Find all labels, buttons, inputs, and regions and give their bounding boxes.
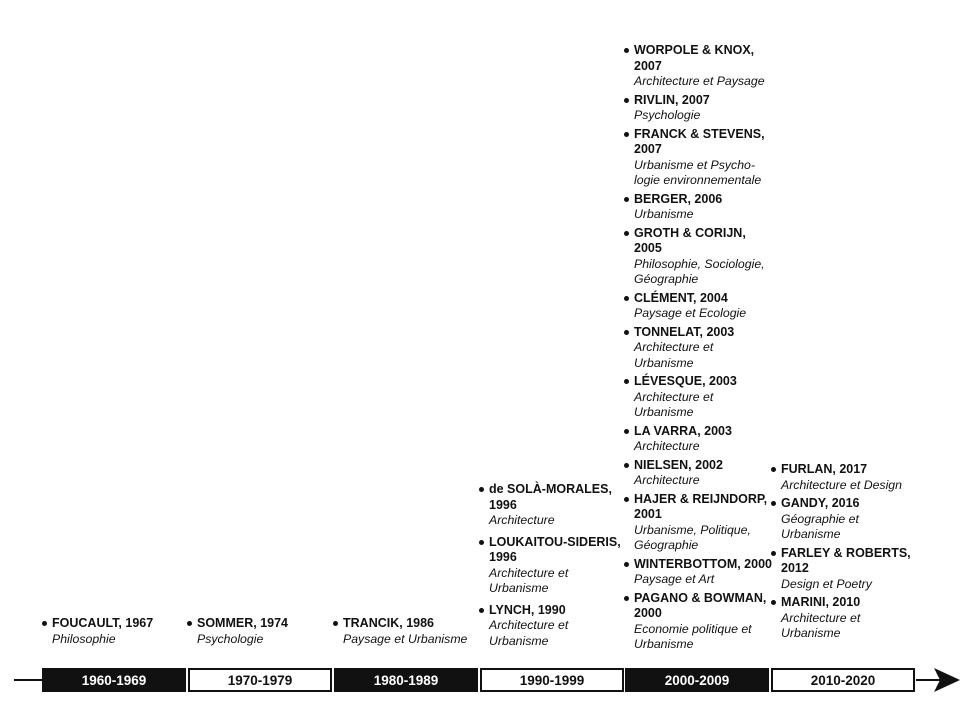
author-name: TRANCIK, 1986 <box>343 616 434 630</box>
arrow-head-icon <box>934 668 960 692</box>
author-name: RIVLIN, 2007 <box>634 92 710 107</box>
author-name: SOMMER, 1974 <box>197 616 289 630</box>
entry <box>624 93 772 124</box>
author-name: GROTH & CORIJN, 2005 <box>634 225 746 255</box>
discipline: Psychologie <box>197 631 264 646</box>
discipline: Architecture et Urbanisme <box>781 610 861 640</box>
entry <box>333 616 481 647</box>
entry <box>624 291 772 322</box>
discipline: Psychologie <box>634 108 701 122</box>
decade-1980s: 1980-1989 <box>334 668 478 692</box>
discipline: Paysage et Urbanisme <box>343 631 468 646</box>
column-1960s <box>42 616 188 647</box>
timeline-axis <box>14 660 960 700</box>
discipline: Architecture et Urbanisme <box>634 389 714 419</box>
author-name: HAJER & REIJNDORP, 2001 <box>634 491 768 521</box>
decade-1960s: 1960-1969 <box>42 668 186 692</box>
author-name: NIELSEN, 2002 <box>634 457 723 472</box>
discipline: Architecture et Paysage <box>634 74 765 88</box>
author-name: FRANCK & STEVENS, 2007 <box>634 126 765 156</box>
entry <box>771 496 921 543</box>
entry <box>771 462 921 493</box>
author-name: FARLEY & ROBERTS, 2012 <box>781 545 911 575</box>
author-name: CLÉMENT, 2004 <box>634 290 728 305</box>
author-name: LYNCH, 1990 <box>489 602 566 617</box>
decade-2010s: 2010-2020 <box>771 668 915 692</box>
discipline: Philosophie <box>52 631 116 646</box>
column-1990s <box>479 482 627 649</box>
author-name: MARINI, 2010 <box>781 595 861 609</box>
author-name: LA VARRA, 2003 <box>634 423 732 438</box>
author-name: FOUCAULT, 1967 <box>52 616 154 630</box>
author-name: PAGANO & BOWMAN, 2000 <box>634 590 767 620</box>
entry <box>187 616 333 647</box>
author-name: de SOLÀ-MORALES, 1996 <box>489 482 612 512</box>
column-2010s <box>771 462 921 642</box>
entry <box>624 492 772 554</box>
decade-2000s: 2000-2009 <box>625 668 769 692</box>
entry <box>624 458 772 489</box>
decade-1970s: 1970-1979 <box>188 668 332 692</box>
entry <box>624 43 772 90</box>
discipline: Architecture et Urbanisme <box>489 565 569 595</box>
entry <box>479 603 627 650</box>
discipline: Architecture <box>634 439 700 453</box>
entry <box>771 595 921 642</box>
discipline: Architecture <box>634 473 700 487</box>
discipline: Architecture <box>489 513 555 527</box>
author-name: LOUKAITOU-SIDERIS, 1996 <box>489 534 621 564</box>
discipline: Paysage et Art <box>634 572 715 586</box>
column-1970s <box>187 616 333 647</box>
author-name: WINTERBOTTOM, 2000 <box>634 556 772 571</box>
discipline: Urbanisme et Psycho-logie environnementale <box>634 157 762 187</box>
author-name: GANDY, 2016 <box>781 496 860 510</box>
discipline: Architecture et Urbanisme <box>634 340 714 370</box>
author-name: FURLAN, 2017 <box>781 462 868 476</box>
discipline: Architecture et Design <box>781 477 902 492</box>
entry <box>624 127 772 189</box>
entry <box>771 546 921 593</box>
entry <box>42 616 188 647</box>
entry <box>479 535 627 597</box>
entry <box>479 482 627 529</box>
decade-1990s: 1990-1999 <box>480 668 624 692</box>
axis-start-line <box>14 679 42 681</box>
discipline: Design et Poetry <box>781 576 872 591</box>
discipline: Géographie et Urbanisme <box>781 511 859 541</box>
discipline: Urbanisme <box>634 207 694 221</box>
entry <box>624 325 772 372</box>
discipline: Philosophie, Sociologie, Géographie <box>634 256 765 286</box>
entry <box>624 192 772 223</box>
author-name: WORPOLE & KNOX, 2007 <box>634 43 755 73</box>
discipline: Architecture et Urbanisme <box>489 618 569 648</box>
column-2000s <box>624 43 772 653</box>
discipline: Urbanisme, Politique, Géographie <box>634 522 751 552</box>
entry <box>624 557 772 588</box>
entry <box>624 226 772 288</box>
author-name: BERGER, 2006 <box>634 191 723 206</box>
author-name: TONNELAT, 2003 <box>634 324 735 339</box>
column-1980s <box>333 616 481 647</box>
discipline: Economie politique et Urbanisme <box>634 621 752 651</box>
entry <box>624 424 772 455</box>
entry <box>624 591 772 653</box>
discipline: Paysage et Ecologie <box>634 306 747 320</box>
entry <box>624 374 772 421</box>
author-name: LÉVESQUE, 2003 <box>634 374 737 388</box>
